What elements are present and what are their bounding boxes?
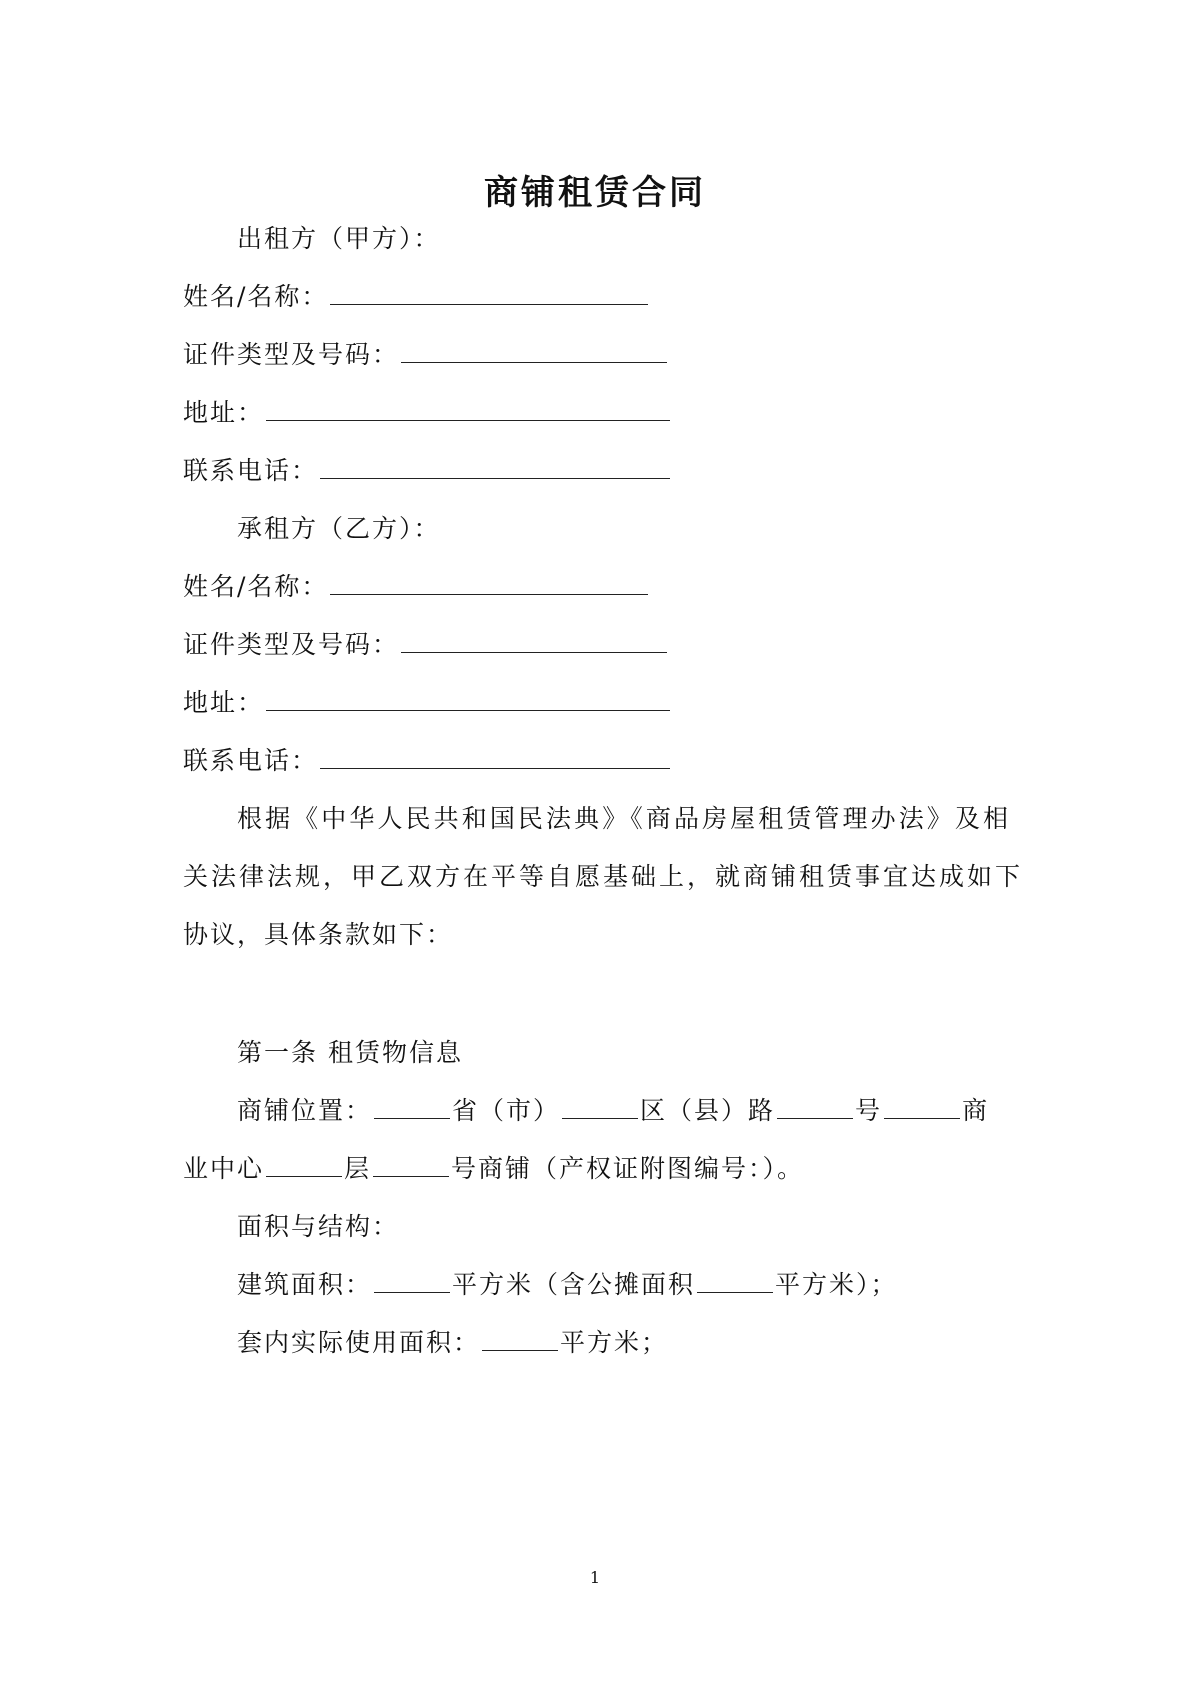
district-field[interactable] bbox=[562, 1094, 638, 1119]
party-b-address-field[interactable] bbox=[266, 686, 670, 711]
building-area-unit: 平方米（含公摊面积 bbox=[452, 1270, 696, 1299]
party-b-id-field[interactable] bbox=[401, 628, 667, 653]
party-b-phone-field[interactable] bbox=[320, 744, 670, 769]
party-b-phone-row bbox=[183, 744, 672, 778]
party-b-name-row bbox=[183, 570, 650, 604]
party-a-id-field[interactable] bbox=[401, 338, 667, 363]
preamble-line-2: 关法律法规，甲乙双方在平等自愿基础上，就商铺租赁事宜达成如下 bbox=[183, 862, 1024, 891]
district-label: 区（县）路 bbox=[640, 1096, 776, 1125]
location-label: 商铺位置： bbox=[237, 1096, 373, 1125]
party-b-phone-label: 联系电话： bbox=[183, 746, 319, 775]
party-a-address-label: 地址： bbox=[183, 398, 265, 427]
party-a-name-row bbox=[183, 280, 650, 314]
floor-field[interactable] bbox=[266, 1152, 342, 1177]
party-b-address-label: 地址： bbox=[183, 688, 265, 717]
usable-area-label: 套内实际使用面积： bbox=[237, 1328, 481, 1357]
party-a-phone-row bbox=[183, 454, 672, 488]
shop-label: 号商铺（产权证附图编号：）。 bbox=[451, 1154, 805, 1183]
shang-label: 商 bbox=[962, 1096, 990, 1125]
province-field[interactable] bbox=[374, 1094, 450, 1119]
usable-area-field[interactable] bbox=[482, 1326, 558, 1351]
location-row-1 bbox=[237, 1094, 989, 1128]
party-b-address-row bbox=[183, 686, 672, 720]
preamble-line-1: 根据《中华人民共和国民法典》《商品房屋租赁管理办法》及相 bbox=[237, 804, 1011, 833]
party-a-name-label: 姓名/名称： bbox=[183, 282, 329, 311]
party-b-id-label: 证件类型及号码： bbox=[183, 630, 400, 659]
party-a-phone-field[interactable] bbox=[320, 454, 670, 479]
shared-area-field[interactable] bbox=[697, 1268, 773, 1293]
floor-label: 层 bbox=[344, 1154, 372, 1183]
party-a-address-row bbox=[183, 396, 672, 430]
party-a-name-field[interactable] bbox=[330, 280, 648, 305]
party-a-phone-label: 联系电话： bbox=[183, 456, 319, 485]
shared-area-unit: 平方米）； bbox=[775, 1270, 898, 1299]
party-b-heading: 承租方（乙方）： bbox=[237, 514, 441, 543]
usable-area-row bbox=[237, 1326, 668, 1360]
area-heading: 面积与结构： bbox=[237, 1212, 400, 1241]
party-b-name-field[interactable] bbox=[330, 570, 648, 595]
center-label: 业中心 bbox=[183, 1154, 265, 1183]
party-b-name-label: 姓名/名称： bbox=[183, 572, 329, 601]
province-label: 省（市） bbox=[452, 1096, 561, 1125]
location-row-2 bbox=[183, 1152, 804, 1186]
usable-area-unit: 平方米； bbox=[560, 1328, 669, 1357]
party-b-id-row bbox=[183, 628, 669, 662]
party-a-heading: 出租方（甲方）： bbox=[237, 224, 441, 253]
party-a-address-field[interactable] bbox=[266, 396, 670, 421]
center-name-field[interactable] bbox=[884, 1094, 960, 1119]
page-number: 1 bbox=[589, 1568, 601, 1587]
preamble-line-3: 协议，具体条款如下： bbox=[183, 920, 454, 949]
party-a-id-label: 证件类型及号码： bbox=[183, 340, 400, 369]
party-a-id-row bbox=[183, 338, 669, 372]
road-number-field[interactable] bbox=[777, 1094, 853, 1119]
shop-number-field[interactable] bbox=[373, 1152, 449, 1177]
article-1-heading: 第一条 租赁物信息 bbox=[237, 1038, 463, 1067]
building-area-field[interactable] bbox=[374, 1268, 450, 1293]
number-label: 号 bbox=[855, 1096, 883, 1125]
building-area-label: 建筑面积： bbox=[237, 1270, 373, 1299]
document-title: 商铺租赁合同 bbox=[484, 173, 706, 213]
building-area-row bbox=[237, 1268, 898, 1302]
